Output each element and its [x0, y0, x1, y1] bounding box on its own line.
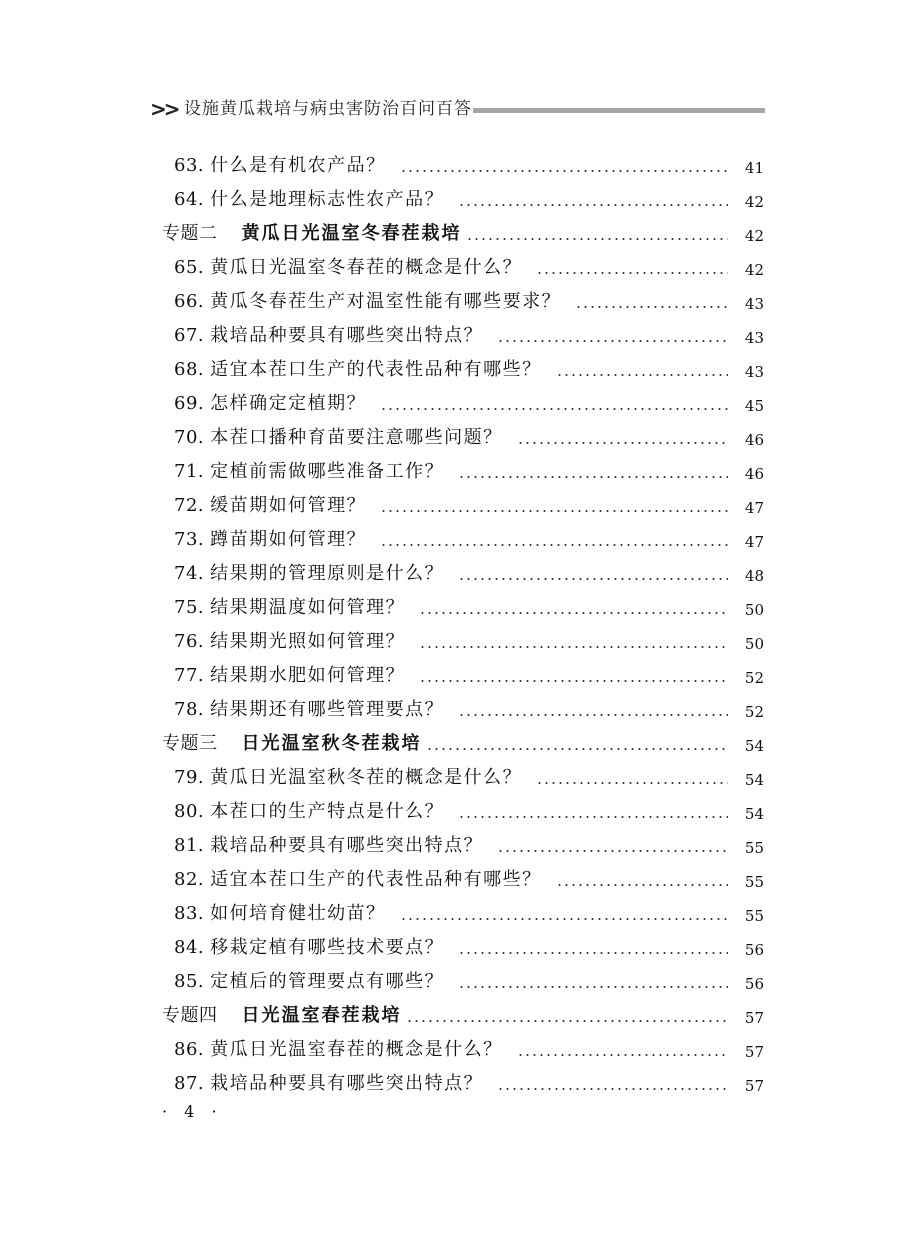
dot-leader: [400, 170, 728, 172]
toc-entry-number: 86.: [174, 1039, 205, 1060]
dot-leader: [556, 884, 728, 886]
dot-leader: [497, 1088, 728, 1090]
dot-leader: [458, 578, 728, 580]
toc-entry-title: 黄瓜日光温室冬春茬栽培: [241, 223, 462, 244]
table-of-contents: [162, 148, 764, 1100]
toc-entry-row[interactable]: [162, 454, 764, 488]
dot-leader: [380, 544, 728, 546]
toc-entry-title: 结果期还有哪些管理要点？: [210, 699, 445, 720]
toc-entry-row[interactable]: [162, 556, 764, 590]
toc-section-row[interactable]: [162, 998, 764, 1032]
dot-leader: [575, 306, 728, 308]
dot-leader: [419, 680, 728, 682]
toc-entry-title: 适宜本茬口生产的代表性品种有哪些？: [210, 359, 542, 380]
toc-entry-title: 结果期温度如何管理？: [210, 597, 406, 618]
toc-entry-title: 什么是地理标志性农产品？: [210, 189, 445, 210]
toc-entry-row[interactable]: [162, 250, 764, 284]
toc-entry-title: 结果期光照如何管理？: [210, 631, 406, 652]
toc-entry-row[interactable]: [162, 318, 764, 352]
toc-entry-title: 黄瓜冬春茬生产对温室性能有哪些要求？: [210, 291, 562, 312]
toc-entry-title: 栽培品种要具有哪些突出特点？: [210, 1073, 484, 1094]
toc-page-number: 42: [744, 227, 764, 245]
toc-entry-title: 如何培育健壮幼苗？: [210, 903, 386, 924]
toc-entry-number: 83.: [174, 903, 205, 924]
toc-entry-row[interactable]: [162, 658, 764, 692]
dot-leader: [556, 374, 728, 376]
toc-page-number: 54: [744, 771, 764, 789]
dot-leader: [497, 340, 728, 342]
toc-page-number: 46: [744, 465, 764, 483]
toc-page-number: 45: [744, 397, 764, 415]
toc-entry-row[interactable]: [162, 964, 764, 998]
running-header: [150, 96, 765, 124]
toc-page-number: 43: [744, 329, 764, 347]
toc-page-number: 42: [744, 193, 764, 211]
toc-page-number: 42: [744, 261, 764, 279]
toc-entry-title: 黄瓜日光温室秋冬茬的概念是什么？: [210, 767, 523, 788]
toc-entry-number: 专题四: [162, 1005, 218, 1026]
toc-page-number: 57: [744, 1009, 764, 1027]
dot-leader: [458, 204, 728, 206]
toc-entry-number: 70.: [174, 427, 205, 448]
toc-page-number: 50: [744, 635, 764, 653]
dot-leader: [466, 238, 729, 240]
dot-leader: [380, 510, 728, 512]
dot-leader: [458, 816, 728, 818]
dot-leader: [517, 1054, 728, 1056]
toc-entry-title: 定植后的管理要点有哪些？: [210, 971, 445, 992]
toc-entry-row[interactable]: [162, 760, 764, 794]
toc-page-number: 48: [744, 567, 764, 585]
toc-page-number: 57: [744, 1043, 764, 1061]
toc-page-number: 54: [744, 805, 764, 823]
toc-entry-number: 67.: [174, 325, 205, 346]
dot-leader: [419, 646, 728, 648]
toc-entry-title: 栽培品种要具有哪些突出特点？: [210, 835, 484, 856]
toc-entry-title: 适宜本茬口生产的代表性品种有哪些？: [210, 869, 542, 890]
toc-entry-title: 结果期的管理原则是什么？: [210, 563, 445, 584]
toc-entry-number: 79.: [174, 767, 205, 788]
toc-entry-number: 85.: [174, 971, 205, 992]
dot-leader: [536, 272, 728, 274]
toc-entry-row[interactable]: [162, 284, 764, 318]
book-title: 设施黄瓜栽培与病虫害防治百问百答: [184, 99, 472, 119]
toc-entry-number: 64.: [174, 189, 205, 210]
toc-entry-number: 65.: [174, 257, 205, 278]
toc-entry-row[interactable]: [162, 896, 764, 930]
toc-entry-title: 结果期水肥如何管理？: [210, 665, 406, 686]
toc-page-number: 55: [744, 839, 764, 857]
dot-leader: [458, 476, 728, 478]
toc-page-number: 56: [744, 941, 764, 959]
toc-entry-row[interactable]: [162, 1066, 764, 1100]
toc-entry-row[interactable]: [162, 386, 764, 420]
toc-entry-number: 专题二: [162, 223, 218, 244]
toc-entry-row[interactable]: [162, 692, 764, 726]
toc-page-number: 47: [744, 499, 764, 517]
toc-entry-number: 71.: [174, 461, 205, 482]
toc-entry-row[interactable]: [162, 794, 764, 828]
toc-entry-number: 78.: [174, 699, 205, 720]
dot-leader: [400, 918, 728, 920]
toc-entry-number: 75.: [174, 597, 205, 618]
dot-leader: [419, 612, 728, 614]
toc-entry-number: 77.: [174, 665, 205, 686]
toc-page-number: 41: [744, 159, 764, 177]
dot-leader: [380, 408, 728, 410]
toc-entry-row[interactable]: [162, 624, 764, 658]
chevron-icon: >>: [150, 97, 178, 121]
toc-entry-title: 日光温室春茬栽培: [241, 1005, 402, 1026]
toc-entry-number: 73.: [174, 529, 205, 550]
toc-entry-number: 专题三: [162, 733, 218, 754]
toc-entry-title: 本茬口的生产特点是什么？: [210, 801, 445, 822]
toc-entry-row[interactable]: [162, 828, 764, 862]
toc-page-number: 43: [744, 363, 764, 381]
toc-entry-title: 缓苗期如何管理？: [210, 495, 367, 516]
toc-entry-number: 82.: [174, 869, 205, 890]
toc-entry-row[interactable]: [162, 352, 764, 386]
toc-entry-title: 什么是有机农产品？: [210, 155, 386, 176]
toc-entry-title: 本茬口播种育苗要注意哪些问题？: [210, 427, 503, 448]
toc-entry-title: 黄瓜日光温室冬春茬的概念是什么？: [210, 257, 523, 278]
toc-entry-number: 84.: [174, 937, 205, 958]
toc-page-number: 46: [744, 431, 764, 449]
toc-entry-number: 72.: [174, 495, 205, 516]
dot-leader: [406, 1020, 729, 1022]
toc-entry-number: 74.: [174, 563, 205, 584]
toc-page-number: 52: [744, 669, 764, 687]
toc-page-number: 43: [744, 295, 764, 313]
toc-section-row[interactable]: [162, 726, 764, 760]
toc-page-number: 47: [744, 533, 764, 551]
toc-entry-title: 日光温室秋冬茬栽培: [241, 733, 422, 754]
dot-leader: [536, 782, 728, 784]
toc-entry-number: 68.: [174, 359, 205, 380]
toc-page-number: 55: [744, 907, 764, 925]
toc-entry-number: 63.: [174, 155, 205, 176]
toc-entry-row[interactable]: [162, 862, 764, 896]
toc-entry-row[interactable]: [162, 522, 764, 556]
toc-entry-title: 移栽定植有哪些技术要点？: [210, 937, 445, 958]
toc-entry-number: 66.: [174, 291, 205, 312]
toc-section-row[interactable]: [162, 216, 764, 250]
dot-leader: [426, 748, 729, 750]
header-rule: [473, 108, 765, 113]
toc-entry-row[interactable]: [162, 488, 764, 522]
toc-entry-number: 69.: [174, 393, 205, 414]
dot-leader: [458, 714, 728, 716]
toc-entry-row[interactable]: [162, 148, 764, 182]
dot-leader: [458, 952, 728, 954]
dot-leader: [517, 442, 728, 444]
toc-entry-title: 蹲苗期如何管理？: [210, 529, 367, 550]
toc-entry-title: 定植前需做哪些准备工作？: [210, 461, 445, 482]
toc-entry-row[interactable]: [162, 930, 764, 964]
toc-entry-title: 怎样确定定植期？: [210, 393, 367, 414]
toc-entry-title: 黄瓜日光温室春茬的概念是什么？: [210, 1039, 503, 1060]
toc-entry-title: 栽培品种要具有哪些突出特点？: [210, 325, 484, 346]
toc-entry-number: 87.: [174, 1073, 205, 1094]
toc-entry-number: 80.: [174, 801, 205, 822]
toc-entry-row[interactable]: [162, 590, 764, 624]
toc-entry-number: 81.: [174, 835, 205, 856]
toc-page-number: 52: [744, 703, 764, 721]
dot-leader: [497, 850, 728, 852]
toc-entry-row[interactable]: [162, 1032, 764, 1066]
page-number: · 4 ·: [162, 1102, 223, 1121]
toc-page-number: 50: [744, 601, 764, 619]
toc-page-number: 57: [744, 1077, 764, 1095]
dot-leader: [458, 986, 728, 988]
toc-page-number: 55: [744, 873, 764, 891]
toc-entry-number: 76.: [174, 631, 205, 652]
toc-entry-row[interactable]: [162, 420, 764, 454]
toc-page-number: 56: [744, 975, 764, 993]
toc-page-number: 54: [744, 737, 764, 755]
toc-entry-row[interactable]: [162, 182, 764, 216]
